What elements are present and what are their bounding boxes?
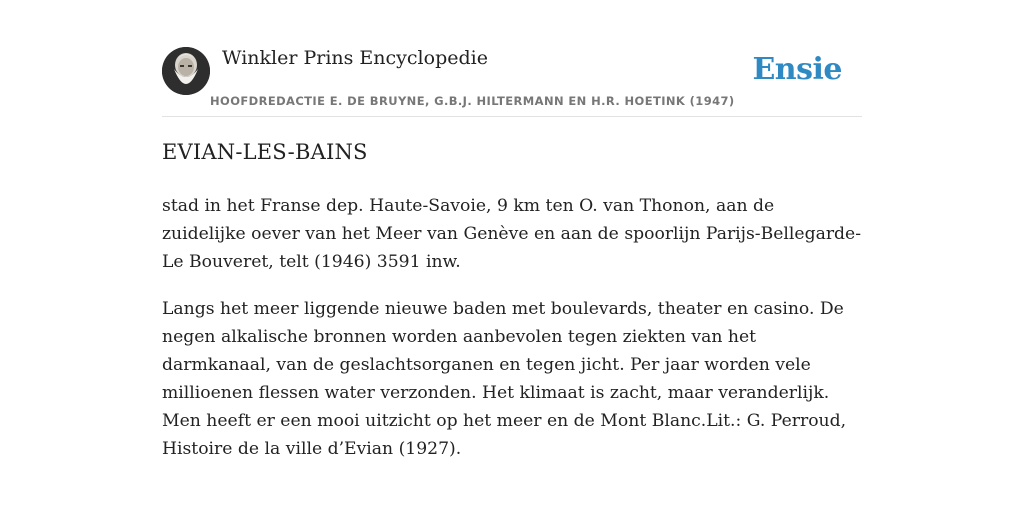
editors-line: HOOFDREDACTIE E. DE BRUYNE, G.B.J. HILTERMANN EN H.R. HOETINK (1947) <box>210 94 735 108</box>
entry-paragraph: stad in het Franse dep. Haute-Savoie, 9 km ten O. van Thonon, aan de zuidelijke oever van het Meer van Genève en aan de spoorlijn Parijs-Bellegarde-Le Bouveret, telt (1946) 3591 inw. <box>162 196 862 272</box>
ensie-logo[interactable]: Ensie <box>752 52 842 87</box>
entry-paragraph: Langs het meer liggende nieuwe baden met boulevards, theater en casino. De negen alkalische bronnen worden aanbevolen tegen ziekten van het darmkanaal, van de geslachtsorganen en tegen jicht. Per jaar worden vele millioenen flessen water verzonden. Het klimaat is zacht, maar veranderlijk. Men heeft er een mooi uitzicht op het meer en de Mont Blanc.Lit.: G. Perroud, Histoire de la ville d’Evian (1927). <box>162 299 847 459</box>
source-header <box>162 46 862 117</box>
bearded-man-portrait-icon <box>162 47 210 95</box>
entry-content <box>162 192 862 482</box>
page-title: EVIAN-LES-BAINS <box>162 140 368 164</box>
source-title[interactable]: Winkler Prins Encyclopedie <box>222 47 488 69</box>
